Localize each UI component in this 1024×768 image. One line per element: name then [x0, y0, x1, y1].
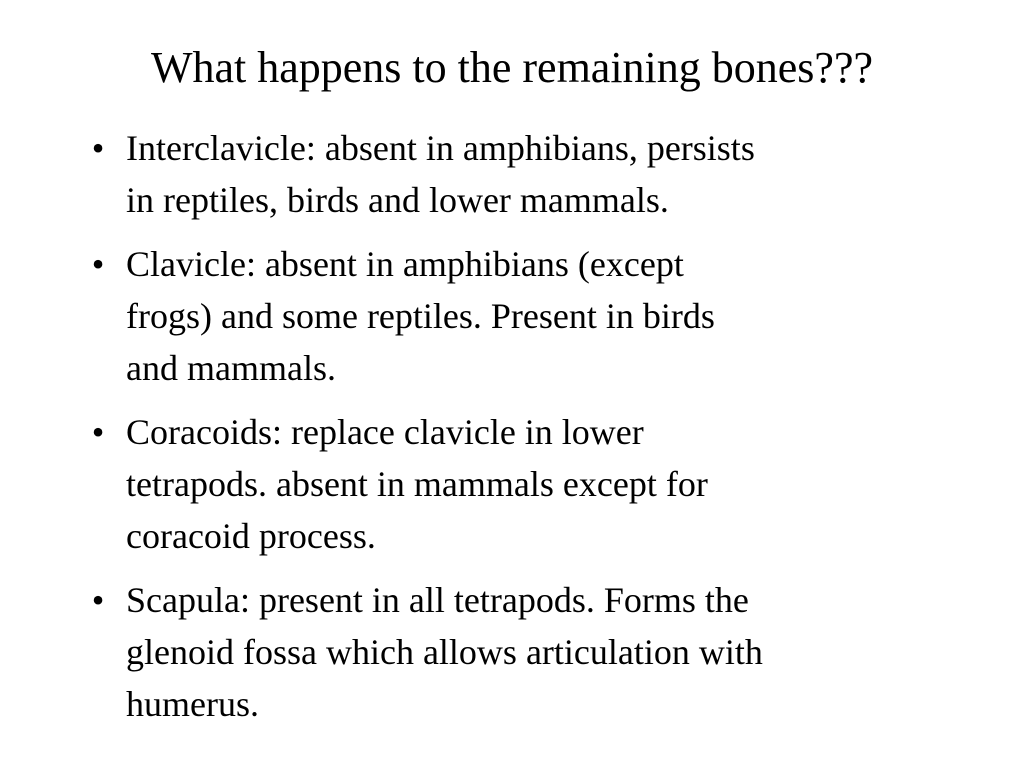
bullet-icon: • [91, 244, 105, 284]
bullet-line: Interclavicle: absent in amphibians, persists [126, 128, 755, 168]
bullet-line: and mammals. [126, 348, 336, 388]
bullet-list [91, 122, 946, 742]
bullet-line: humerus. [126, 684, 259, 724]
bullet-line: coracoid process. [126, 516, 376, 556]
bullet-item-clavicle [91, 238, 946, 394]
bullet-icon: • [91, 580, 105, 620]
bullet-line: Coracoids: replace clavicle in lower [126, 412, 644, 452]
bullet-item-coracoids [91, 406, 946, 562]
bullet-item-interclavicle [91, 122, 946, 226]
slide-title: What happens to the remaining bones??? [150, 43, 874, 92]
bullet-line: Clavicle: absent in amphibians (except [126, 244, 684, 284]
bullet-line: Scapula: present in all tetrapods. Forms the [126, 580, 749, 620]
bullet-line: glenoid fossa which allows articulation with [126, 632, 763, 672]
bullet-icon: • [91, 412, 105, 452]
bullet-item-scapula [91, 574, 946, 730]
bullet-icon: • [91, 128, 105, 168]
bullet-line: in reptiles, birds and lower mammals. [126, 180, 669, 220]
bullet-line: frogs) and some reptiles. Present in birds [126, 296, 715, 336]
bullet-line: tetrapods. absent in mammals except for [126, 464, 708, 504]
